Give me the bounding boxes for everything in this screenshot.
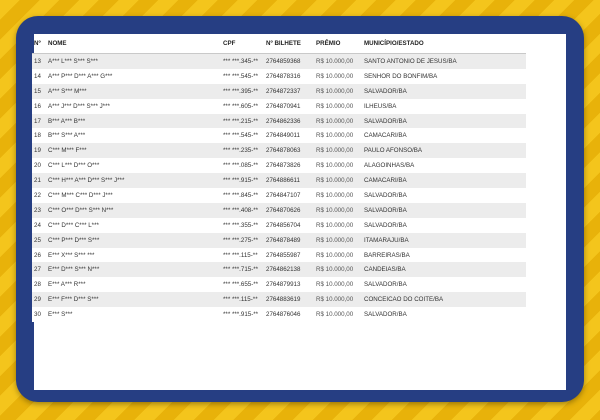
winners-table (32, 33, 526, 322)
cell-premio: R$ 10.000,00 (314, 292, 362, 307)
cell-name: C*** L*** D*** O*** (46, 158, 221, 173)
cell-name: E*** F*** D*** S*** (46, 292, 221, 307)
cell-cpf: *** ***.275-** (221, 233, 264, 248)
cell-no: 19 (32, 143, 46, 158)
header-premio: PRÊMIO (314, 33, 362, 54)
table-row (32, 143, 526, 158)
cell-cpf: *** ***.845-** (221, 188, 264, 203)
cell-no: 28 (32, 277, 46, 292)
cell-municipio: CAMACARI/BA (362, 173, 526, 188)
cell-cpf: *** ***.715-** (221, 262, 264, 277)
cell-premio: R$ 10.000,00 (314, 114, 362, 129)
cell-bilhete: 2764856704 (264, 218, 314, 233)
table-row (32, 262, 526, 277)
table-row (32, 188, 526, 203)
table-row (32, 54, 526, 69)
cell-name: E*** S*** (46, 307, 221, 322)
cell-premio: R$ 10.000,00 (314, 277, 362, 292)
table-row (32, 233, 526, 248)
cell-bilhete: 2764859368 (264, 54, 314, 69)
table-row (32, 292, 526, 307)
cell-name: A*** S*** M*** (46, 84, 221, 99)
cell-cpf: *** ***.355-** (221, 218, 264, 233)
cell-name: E*** X*** S*** *** (46, 248, 221, 263)
table-row (32, 218, 526, 233)
cell-name: C*** D*** C*** L*** (46, 218, 221, 233)
cell-premio: R$ 10.000,00 (314, 128, 362, 143)
cell-bilhete: 2764878489 (264, 233, 314, 248)
cell-municipio: PAULO AFONSO/BA (362, 143, 526, 158)
cell-name: A*** J*** D*** S*** J*** (46, 99, 221, 114)
cell-bilhete: 2764879913 (264, 277, 314, 292)
cell-no: 18 (32, 128, 46, 143)
cell-no: 13 (32, 54, 46, 69)
cell-cpf: *** ***.915-** (221, 173, 264, 188)
cell-bilhete: 2764878063 (264, 143, 314, 158)
cell-premio: R$ 10.000,00 (314, 99, 362, 114)
cell-bilhete: 2764870626 (264, 203, 314, 218)
cell-bilhete: 2764849011 (264, 128, 314, 143)
cell-municipio: SALVADOR/BA (362, 203, 526, 218)
cell-no: 23 (32, 203, 46, 218)
cell-premio: R$ 10.000,00 (314, 188, 362, 203)
cell-bilhete: 2764847107 (264, 188, 314, 203)
header-cpf: CPF (221, 33, 264, 54)
table-row (32, 99, 526, 114)
cell-municipio: ILHEUS/BA (362, 99, 526, 114)
cell-bilhete: 2764883619 (264, 292, 314, 307)
cell-cpf: *** ***.115-** (221, 292, 264, 307)
cell-cpf: *** ***.545-** (221, 128, 264, 143)
cell-name: C*** M*** F*** (46, 143, 221, 158)
cell-bilhete: 2764878316 (264, 69, 314, 84)
cell-municipio: CANDEIAS/BA (362, 262, 526, 277)
cell-cpf: *** ***.395-** (221, 84, 264, 99)
cell-cpf: *** ***.545-** (221, 69, 264, 84)
cell-bilhete: 2764876046 (264, 307, 314, 322)
cell-cpf: *** ***.085-** (221, 158, 264, 173)
cell-name: C*** O*** D*** S*** N*** (46, 203, 221, 218)
table-row (32, 158, 526, 173)
header-no: Nº (32, 33, 46, 54)
cell-cpf: *** ***.655-** (221, 277, 264, 292)
cell-no: 14 (32, 69, 46, 84)
cell-bilhete: 2764870941 (264, 99, 314, 114)
cell-name: A*** L*** S*** S*** (46, 54, 221, 69)
cell-municipio: SALVADOR/BA (362, 188, 526, 203)
cell-bilhete: 2764855987 (264, 248, 314, 263)
cell-bilhete: 2764886611 (264, 173, 314, 188)
cell-municipio: ITAMARAJU/BA (362, 233, 526, 248)
cell-premio: R$ 10.000,00 (314, 84, 362, 99)
table-row (32, 69, 526, 84)
cell-municipio: SALVADOR/BA (362, 307, 526, 322)
cell-premio: R$ 10.000,00 (314, 262, 362, 277)
cell-cpf: *** ***.115-** (221, 248, 264, 263)
cell-no: 21 (32, 173, 46, 188)
table-row (32, 114, 526, 129)
table-row (32, 277, 526, 292)
cell-name: C*** H*** A*** D*** S*** J*** (46, 173, 221, 188)
cell-municipio: ALAGOINHAS/BA (362, 158, 526, 173)
cell-premio: R$ 10.000,00 (314, 218, 362, 233)
cell-municipio: BARREIRAS/BA (362, 248, 526, 263)
cell-no: 24 (32, 218, 46, 233)
cell-premio: R$ 10.000,00 (314, 173, 362, 188)
cell-no: 20 (32, 158, 46, 173)
cell-bilhete: 2764872337 (264, 84, 314, 99)
cell-municipio: SALVADOR/BA (362, 84, 526, 99)
cell-premio: R$ 10.000,00 (314, 158, 362, 173)
cell-municipio: CONCEICAO DO COITE/BA (362, 292, 526, 307)
cell-cpf: *** ***.915-** (221, 307, 264, 322)
cell-name: E*** D*** S*** N*** (46, 262, 221, 277)
header-name: NOME (46, 33, 221, 54)
cell-municipio: SALVADOR/BA (362, 218, 526, 233)
cell-municipio: CAMACARI/BA (362, 128, 526, 143)
cell-no: 30 (32, 307, 46, 322)
cell-premio: R$ 10.000,00 (314, 69, 362, 84)
table-row (32, 84, 526, 99)
cell-premio: R$ 10.000,00 (314, 233, 362, 248)
table-header-row (32, 33, 526, 54)
cell-municipio: SENHOR DO BONFIM/BA (362, 69, 526, 84)
cell-no: 26 (32, 248, 46, 263)
cell-premio: R$ 10.000,00 (314, 203, 362, 218)
cell-municipio: SANTO ANTONIO DE JESUS/BA (362, 54, 526, 69)
cell-no: 16 (32, 99, 46, 114)
cell-premio: R$ 10.000,00 (314, 54, 362, 69)
cell-cpf: *** ***.408-** (221, 203, 264, 218)
cell-no: 27 (32, 262, 46, 277)
header-bilhete: Nº BILHETE (264, 33, 314, 54)
cell-cpf: *** ***.235-** (221, 143, 264, 158)
cell-cpf: *** ***.215-** (221, 114, 264, 129)
cell-bilhete: 2764862138 (264, 262, 314, 277)
cell-name: C*** P*** D*** S*** (46, 233, 221, 248)
cell-municipio: SALVADOR/BA (362, 114, 526, 129)
cell-bilhete: 2764862336 (264, 114, 314, 129)
cell-premio: R$ 10.000,00 (314, 248, 362, 263)
cell-no: 22 (32, 188, 46, 203)
cell-no: 25 (32, 233, 46, 248)
cell-name: B*** A*** B*** (46, 114, 221, 129)
table-row (32, 173, 526, 188)
cell-name: B*** S*** A*** (46, 128, 221, 143)
cell-cpf: *** ***.345-** (221, 54, 264, 69)
header-municipio: MUNICÍPIO/ESTADO (362, 33, 526, 54)
table-row (32, 128, 526, 143)
cell-no: 17 (32, 114, 46, 129)
table-row (32, 203, 526, 218)
cell-name: E*** A*** R*** (46, 277, 221, 292)
cell-cpf: *** ***.605-** (221, 99, 264, 114)
table-row (32, 307, 526, 322)
cell-bilhete: 2764873826 (264, 158, 314, 173)
cell-no: 29 (32, 292, 46, 307)
cell-premio: R$ 10.000,00 (314, 307, 362, 322)
cell-municipio: SALVADOR/BA (362, 277, 526, 292)
cell-name: C*** M*** C*** D*** J*** (46, 188, 221, 203)
cell-no: 15 (32, 84, 46, 99)
cell-name: A*** P*** D*** A*** G*** (46, 69, 221, 84)
cell-premio: R$ 10.000,00 (314, 143, 362, 158)
table-row (32, 248, 526, 263)
